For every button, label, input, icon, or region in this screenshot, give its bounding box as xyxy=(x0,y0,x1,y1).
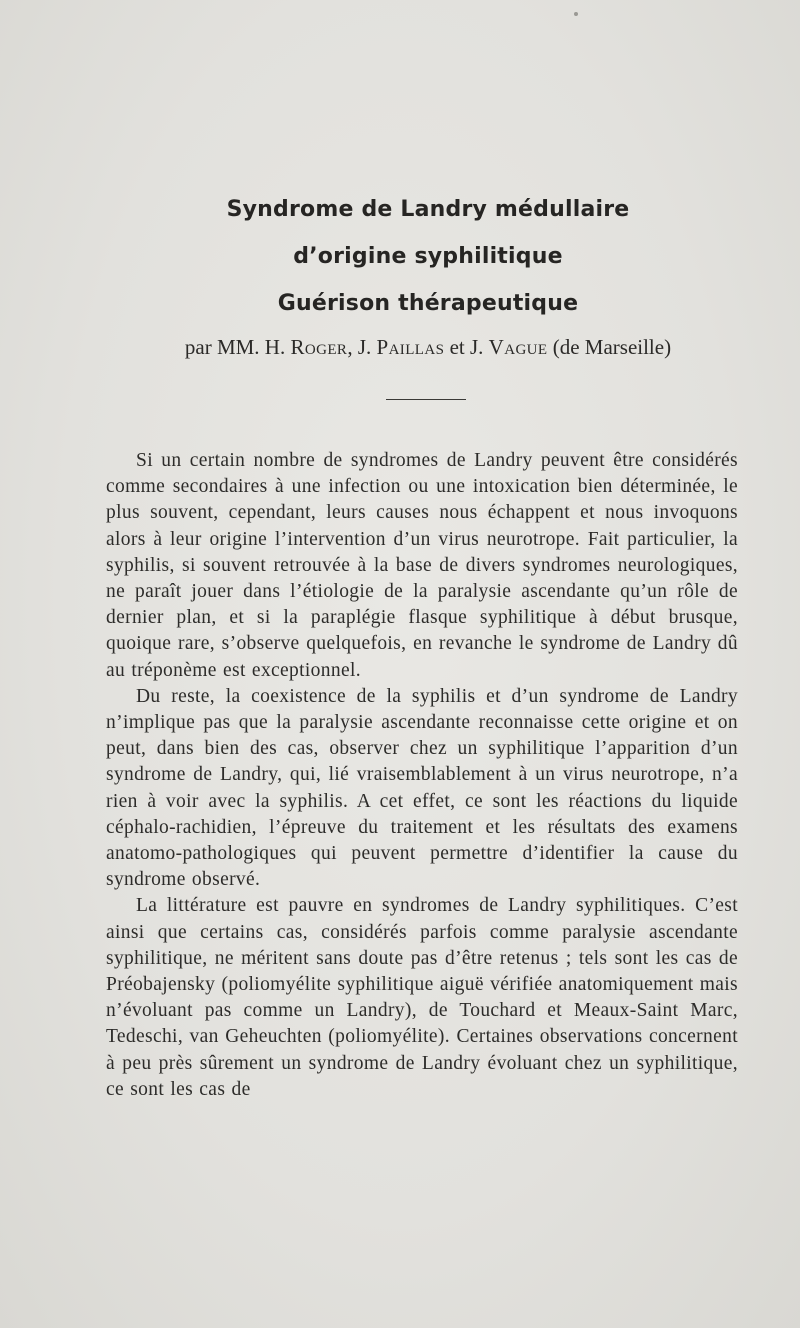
body-paragraph-3: La littérature est pauvre en syndromes de Landry syphilitiques. C’est ainsi que certains cas, considérés parfois comme paralysie ascendante syphilitique, ne méritent sans doute pas d’être retenus ; tels sont les cas de Préobajensky (poliomyélite syphilitique aiguë vérifiée anatomiquement mais n’évoluant pas comme un Landry), de Touchard et Meaux-Saint Marc, Tedeschi, van Geheuchten (poliomyélite). Certaines observations concernent à peu près sûrement un syndrome de Landry évoluant chez un syphilitique, ce sont les cas de xyxy=(106,895,738,1100)
body-paragraph-1: Si un certain nombre de syndromes de Landry peuvent être considérés comme secondaires à une infection ou une intoxication bien déterminée, le plus souvent, cependant, leurs causes nous échappent et nous invoquons alors à leur origine l’intervention d’un virus neurotrope. Fait particulier, la syphilis, si souvent retrouvée à la base de divers syndromes neurologiques, ne paraît jouer dans l’étiologie de la paralysie ascendante qu’un rôle de dernier plan, et si la paraplégie flasque syphilitique à début brusque, quoique rare, s’observe quelquefois, en revanche le syndrome de Landry dû au tréponème est exceptionnel. xyxy=(106,450,738,681)
title-divider xyxy=(386,399,466,400)
authors-affiliation: (de Marseille) xyxy=(547,335,672,359)
author-roger: Roger xyxy=(290,335,348,359)
authors-separator-1: , J. xyxy=(347,335,377,359)
author-vague: Vague xyxy=(488,335,548,359)
author-line xyxy=(0,332,800,362)
title-line-3: Guérison thérapeutique xyxy=(277,291,579,316)
title-line-1: Syndrome de Landry médullaire xyxy=(226,197,630,222)
title-line-2: d’origine syphilitique xyxy=(293,244,563,269)
article-title xyxy=(0,186,800,327)
print-speck xyxy=(574,12,578,16)
author-paillas: Paillas xyxy=(376,335,445,359)
article-body xyxy=(106,448,738,1103)
authors-prefix: par MM. H. xyxy=(184,335,291,359)
authors-separator-2: et J. xyxy=(444,335,489,359)
body-paragraph-2: Du reste, la coexistence de la syphilis et d’un syndrome de Landry n’implique pas que la paralysie ascendante reconnaisse cette origine et on peut, dans bien des cas, observer chez un syphilitique l’apparition d’un syndrome de Landry, qui, lié vraisemblablement à un virus neurotrope, n’a rien à voir avec la syphilis. A cet effet, ce sont les réactions du liquide céphalo-rachidien, l’épreuve du traitement et les résultats des examens anatomo-pathologiques qui peuvent permettre d’identifier la cause du syndrome observé. xyxy=(106,685,738,891)
